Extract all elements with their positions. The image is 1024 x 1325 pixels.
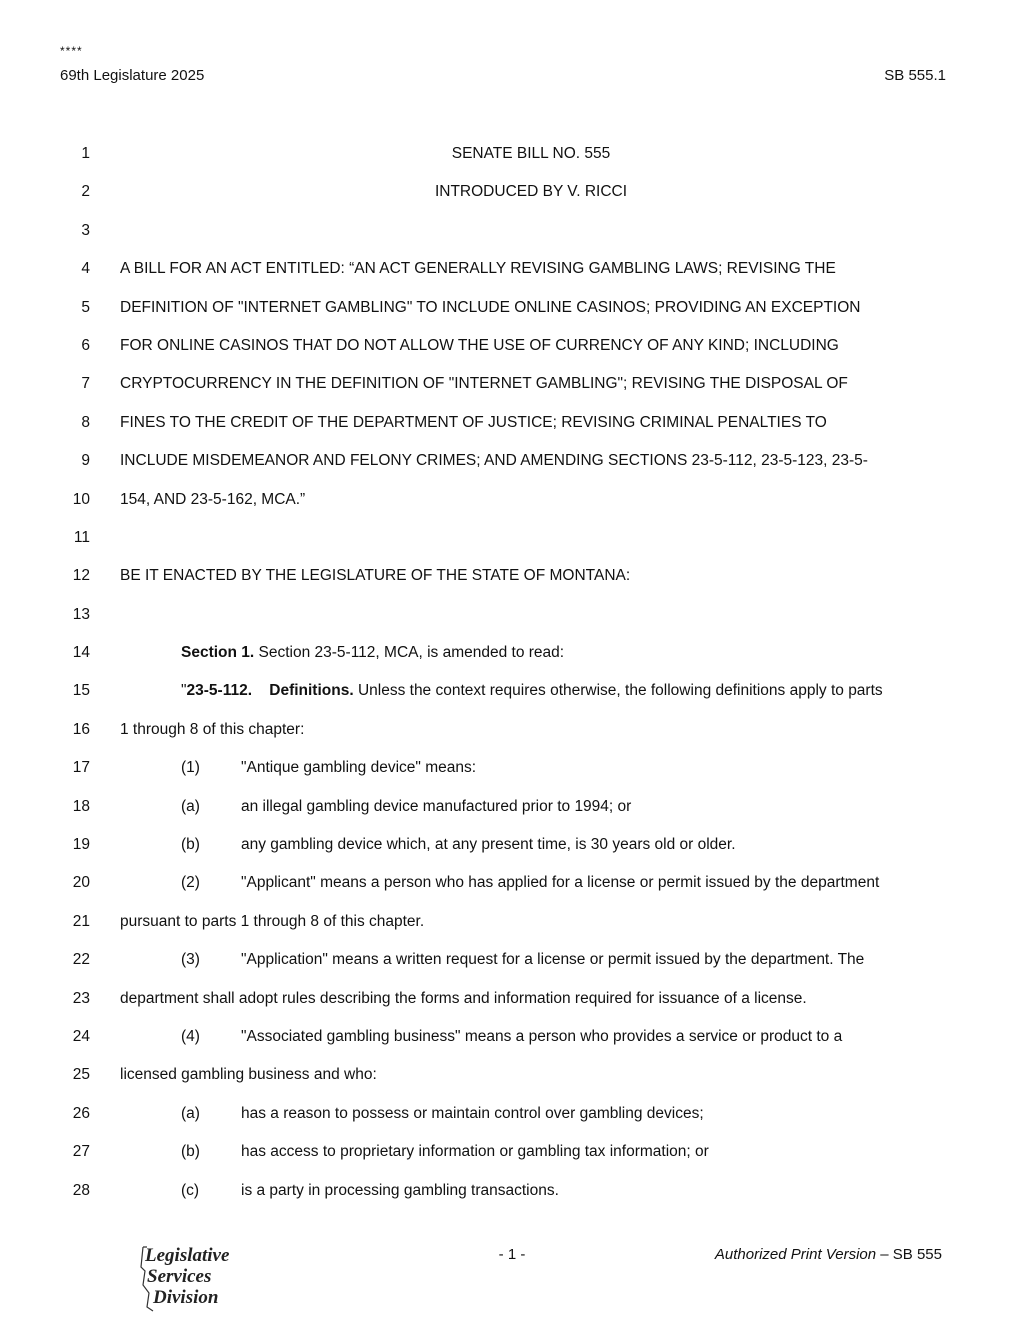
line-number: 6 [81, 336, 90, 354]
line-28 [0, 1181, 1024, 1219]
line-12 [0, 566, 1024, 604]
line-number: 26 [72, 1104, 90, 1122]
line-text: pursuant to parts 1 through 8 of this chapter. [120, 912, 425, 930]
print-version-bill: – SB 555 [876, 1246, 942, 1263]
line-number: 24 [72, 1027, 90, 1045]
line-13 [0, 605, 1024, 643]
line-number: 2 [81, 183, 90, 201]
line-number: 5 [81, 298, 90, 316]
line-5 [0, 298, 1024, 336]
item-number: (b) [181, 1143, 200, 1161]
print-version-label: Authorized Print Version [714, 1246, 877, 1263]
line-text: "Associated gambling business" means a person who provides a service or product to a [241, 1027, 843, 1045]
line-number: 3 [81, 221, 90, 239]
line-4 [0, 259, 1024, 297]
line-number: 25 [72, 1066, 90, 1084]
line-number: 23 [72, 989, 90, 1007]
line-3 [0, 221, 1024, 259]
definitions-heading [181, 681, 942, 701]
line-20 [0, 873, 1024, 911]
line-number: 12 [72, 567, 90, 585]
line-text: Unless the context requires otherwise, the following definitions apply to parts [353, 682, 883, 700]
line-8 [0, 413, 1024, 451]
line-9 [0, 451, 1024, 489]
line-number: 17 [72, 759, 90, 777]
line-6 [0, 336, 1024, 374]
bill-text [0, 144, 1024, 1219]
line-number: 1 [81, 145, 90, 162]
line-25 [0, 1065, 1024, 1103]
line-number: 15 [72, 682, 90, 700]
line-number: 21 [72, 912, 90, 930]
section-heading [181, 643, 942, 663]
line-23 [0, 989, 1024, 1027]
item-number: (b) [181, 836, 200, 854]
line-text: is a party in processing gambling transactions. [241, 1181, 559, 1199]
statute-title: Definitions. [269, 682, 354, 700]
line-number: 11 [73, 528, 90, 546]
line-text: INCLUDE MISDEMEANOR AND FELONY CRIMES; AND AMENDING SECTIONS 23-5-112, 23-5-123, 23-5- [120, 452, 868, 470]
line-text: "Antique gambling device" means: [241, 759, 477, 777]
line-text: FINES TO THE CREDIT OF THE DEPARTMENT OF JUSTICE; REVISING CRIMINAL PENALTIES TO [120, 413, 827, 431]
line-1 [0, 144, 1024, 182]
line-text: 1 through 8 of this chapter: [120, 720, 305, 738]
line-text: an illegal gambling device manufactured prior to 1994; or [241, 797, 632, 815]
line-text: "Applicant" means a person who has applied for a license or permit issued by the department [241, 874, 880, 892]
line-text: any gambling device which, at any present time, is 30 years old or older. [241, 836, 736, 854]
line-text: CRYPTOCURRENCY IN THE DEFINITION OF "INTERNET GAMBLING"; REVISING THE DISPOSAL OF [120, 375, 848, 393]
line-19 [0, 835, 1024, 873]
line-text: 154, AND 23-5-162, MCA.” [120, 490, 306, 508]
logo-line-3: Division [153, 1287, 219, 1308]
line-number: 20 [72, 874, 90, 892]
open-quote: " [181, 682, 187, 700]
line-14 [0, 643, 1024, 681]
line-11 [0, 528, 1024, 566]
line-2 [0, 182, 1024, 220]
line-number: 9 [81, 452, 90, 470]
bill-title: SENATE BILL NO. 555 [451, 145, 611, 162]
line-24 [0, 1027, 1024, 1065]
header-stars: **** [60, 44, 83, 58]
item-number: (4) [181, 1027, 200, 1045]
section-label: Section 1. [181, 644, 255, 662]
logo-line-1: Legislative [145, 1245, 230, 1266]
statute-number: 23-5-112. [186, 682, 253, 700]
line-21 [0, 912, 1024, 950]
line-text: FOR ONLINE CASINOS THAT DO NOT ALLOW THE USE OF CURRENCY OF ANY KIND; INCLUDING [120, 336, 839, 354]
line-text: licensed gambling business and who: [120, 1066, 377, 1084]
line-number: 8 [81, 413, 90, 431]
line-26 [0, 1104, 1024, 1142]
line-15 [0, 681, 1024, 719]
line-27 [0, 1142, 1024, 1180]
line-number: 14 [72, 644, 90, 662]
item-number: (c) [181, 1181, 200, 1199]
enacting-clause: BE IT ENACTED BY THE LEGISLATURE OF THE STATE OF MONTANA: [120, 567, 631, 585]
line-18 [0, 797, 1024, 835]
item-number: (3) [181, 951, 200, 969]
line-10 [0, 490, 1024, 528]
page-number: - 1 - [498, 1246, 526, 1263]
line-number: 13 [72, 605, 90, 623]
line-16 [0, 720, 1024, 758]
line-number: 27 [72, 1143, 90, 1161]
line-number: 16 [72, 720, 90, 738]
line-number: 28 [72, 1181, 90, 1199]
line-text: Section 23-5-112, MCA, is amended to read: [254, 644, 565, 662]
line-number: 18 [72, 797, 90, 815]
line-text: A BILL FOR AN ACT ENTITLED: “AN ACT GENERALLY REVISING GAMBLING LAWS; REVISING THE [120, 260, 836, 278]
line-22 [0, 950, 1024, 988]
line-text: department shall adopt rules describing the forms and information required for issuance of a license. [120, 989, 807, 1007]
line-number: 19 [72, 836, 90, 854]
line-17 [0, 758, 1024, 796]
line-text: has a reason to possess or maintain control over gambling devices; [241, 1104, 704, 1122]
header-bill-id: SB 555.1 [884, 67, 946, 84]
line-text: has access to proprietary information or gambling tax information; or [241, 1143, 709, 1161]
line-text: "Application" means a written request for a license or permit issued by the department. The [241, 951, 865, 969]
header-session: 69th Legislature 2025 [60, 67, 205, 84]
line-number: 22 [72, 951, 90, 969]
item-number: (2) [181, 874, 200, 892]
item-number: (a) [181, 797, 200, 815]
line-7 [0, 374, 1024, 412]
item-number: (1) [181, 759, 200, 777]
line-number: 7 [81, 375, 90, 393]
print-version [715, 1246, 942, 1263]
line-number: 4 [81, 260, 90, 278]
line-number: 10 [72, 490, 90, 508]
logo-line-2: Services [147, 1266, 212, 1287]
bill-sponsor: INTRODUCED BY V. RICCI [434, 183, 628, 201]
line-text: DEFINITION OF "INTERNET GAMBLING" TO INCLUDE ONLINE CASINOS; PROVIDING AN EXCEPTION [120, 298, 861, 316]
item-number: (a) [181, 1104, 200, 1122]
